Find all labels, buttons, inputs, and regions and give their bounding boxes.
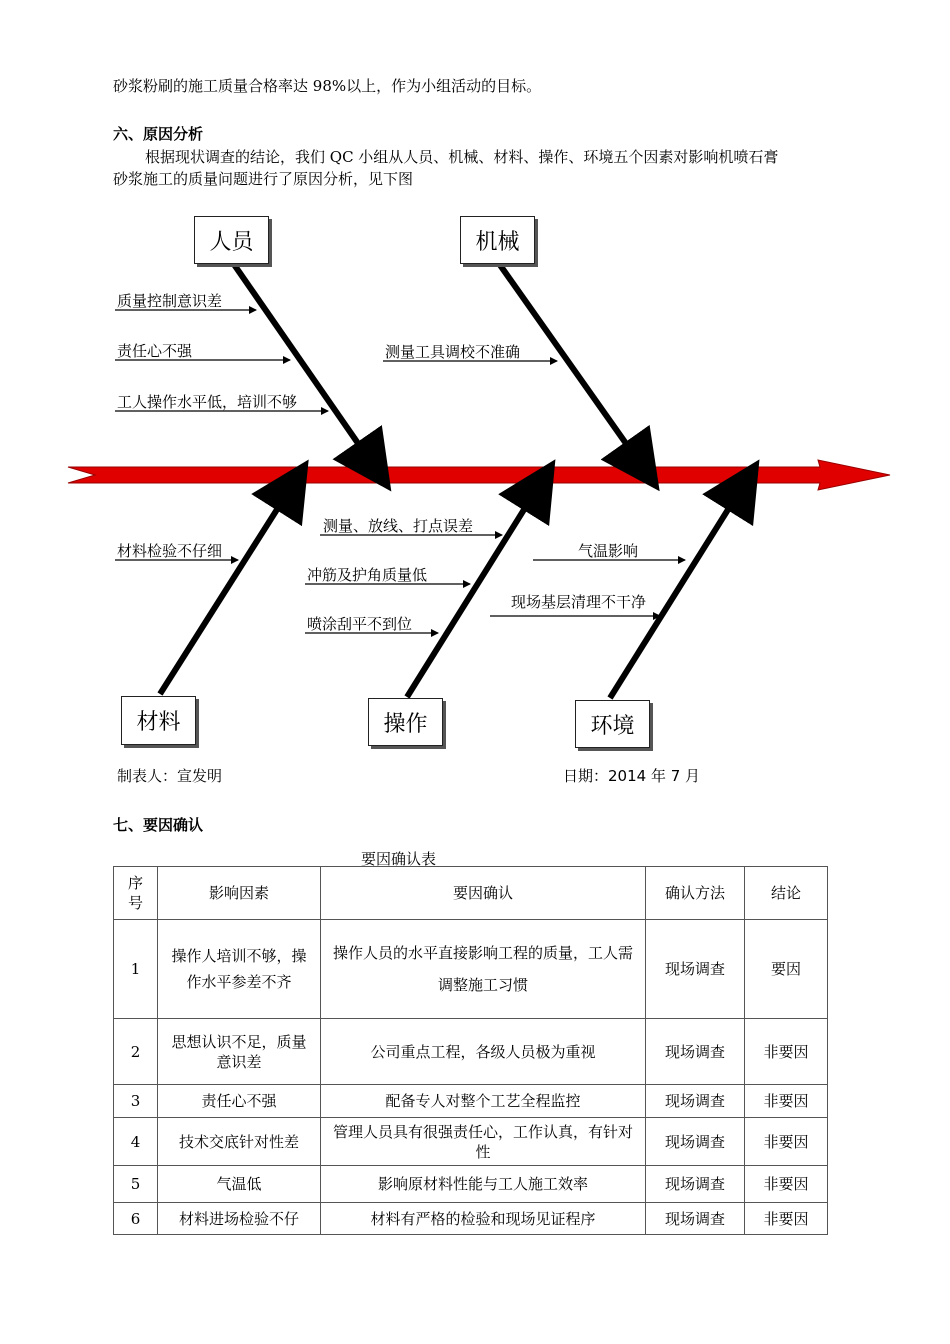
cell-no: 6 <box>114 1203 158 1235</box>
cell-result: 非要因 <box>745 1118 828 1166</box>
category-material: 材料 <box>121 696 196 745</box>
cell-method: 现场调查 <box>646 920 745 1019</box>
section-7-heading: 七、要因确认 <box>113 816 204 834</box>
table-row <box>114 920 828 1019</box>
spine-arrow <box>68 460 890 490</box>
table-row <box>114 1203 828 1235</box>
bone-people <box>233 263 364 452</box>
cell-method: 现场调查 <box>646 1019 745 1085</box>
cause-label: 责任心不强 <box>117 342 193 360</box>
cell-method: 现场调查 <box>646 1203 745 1235</box>
cell-no: 3 <box>114 1085 158 1118</box>
diagram-date: 日期：2014 年 7 月 <box>563 767 701 785</box>
cell-factor: 材料进场检验不仔 <box>158 1203 321 1235</box>
cell-result: 非要因 <box>745 1203 828 1235</box>
cause-label: 冲筋及护角质量低 <box>307 566 428 584</box>
cell-no: 5 <box>114 1166 158 1203</box>
key-cause-table <box>113 866 828 1235</box>
table-row <box>114 1019 828 1085</box>
cause-label: 测量、放线、打点误差 <box>323 517 474 535</box>
diagram-maker: 制表人：宣发明 <box>117 767 223 785</box>
cell-confirm: 影响原材料性能与工人施工效率 <box>321 1166 646 1203</box>
cell-result: 非要因 <box>745 1085 828 1118</box>
bone-material <box>160 500 283 694</box>
header-confirm: 要因确认 <box>321 867 646 920</box>
cell-method: 现场调查 <box>646 1085 745 1118</box>
cell-no: 1 <box>114 920 158 1019</box>
cell-no: 2 <box>114 1019 158 1085</box>
cell-result: 要因 <box>745 920 828 1019</box>
cell-confirm: 材料有严格的检验和现场见证程序 <box>321 1203 646 1235</box>
cause-label: 测量工具调校不准确 <box>385 343 521 361</box>
table-row <box>114 1118 828 1166</box>
cause-label: 材料检验不仔细 <box>117 542 223 560</box>
cell-confirm: 公司重点工程，各级人员极为重视 <box>321 1019 646 1085</box>
intro-line: 砂浆粉刷的施工质量合格率达 98%以上，作为小组活动的目标。 <box>113 77 542 95</box>
cell-result: 非要因 <box>745 1166 828 1203</box>
cell-factor: 技术交底针对性差 <box>158 1118 321 1166</box>
header-factor: 影响因素 <box>158 867 321 920</box>
cause-label: 喷涂刮平不到位 <box>307 615 413 633</box>
cell-factor: 气温低 <box>158 1166 321 1203</box>
header-method: 确认方法 <box>646 867 745 920</box>
table-row <box>114 1085 828 1118</box>
cell-result: 非要因 <box>745 1019 828 1085</box>
table-caption: 要因确认表 <box>361 850 437 868</box>
cell-method: 现场调查 <box>646 1118 745 1166</box>
cell-confirm: 管理人员具有很强责任心，工作认真，有针对性 <box>321 1118 646 1166</box>
cell-factor: 思想认识不足，质量 意识差 <box>158 1019 321 1085</box>
cell-confirm: 操作人员的水平直接影响工程的质量，工人需调整施工习惯 <box>321 920 646 1019</box>
cause-label: 工人操作水平低，培训不够 <box>117 393 298 411</box>
cell-no: 4 <box>114 1118 158 1166</box>
section-6-para-line2: 砂浆施工的质量问题进行了原因分析，见下图 <box>113 170 414 188</box>
category-machine: 机械 <box>460 216 535 264</box>
section-6-heading: 六、原因分析 <box>113 125 204 143</box>
cause-label: 气温影响 <box>578 542 639 560</box>
cause-label: 现场基层清理不干净 <box>511 593 647 611</box>
cell-confirm: 配备专人对整个工艺全程监控 <box>321 1085 646 1118</box>
header-result: 结论 <box>745 867 828 920</box>
cell-factor: 责任心不强 <box>158 1085 321 1118</box>
cell-factor: 操作人培训不够，操 作水平参差不齐 <box>158 920 321 1019</box>
category-operation: 操作 <box>368 698 443 746</box>
category-environment: 环境 <box>575 700 650 748</box>
header-no: 序号 <box>114 867 158 920</box>
section-6-para-line1: 根据现状调查的结论，我们 QC 小组从人员、机械、材料、操作、环境五个因素对影响机喷石膏 <box>145 148 779 166</box>
table-row <box>114 1166 828 1203</box>
table-header-row <box>114 867 828 920</box>
cell-method: 现场调查 <box>646 1166 745 1203</box>
category-people: 人员 <box>194 216 269 264</box>
cause-label: 质量控制意识差 <box>117 292 223 310</box>
